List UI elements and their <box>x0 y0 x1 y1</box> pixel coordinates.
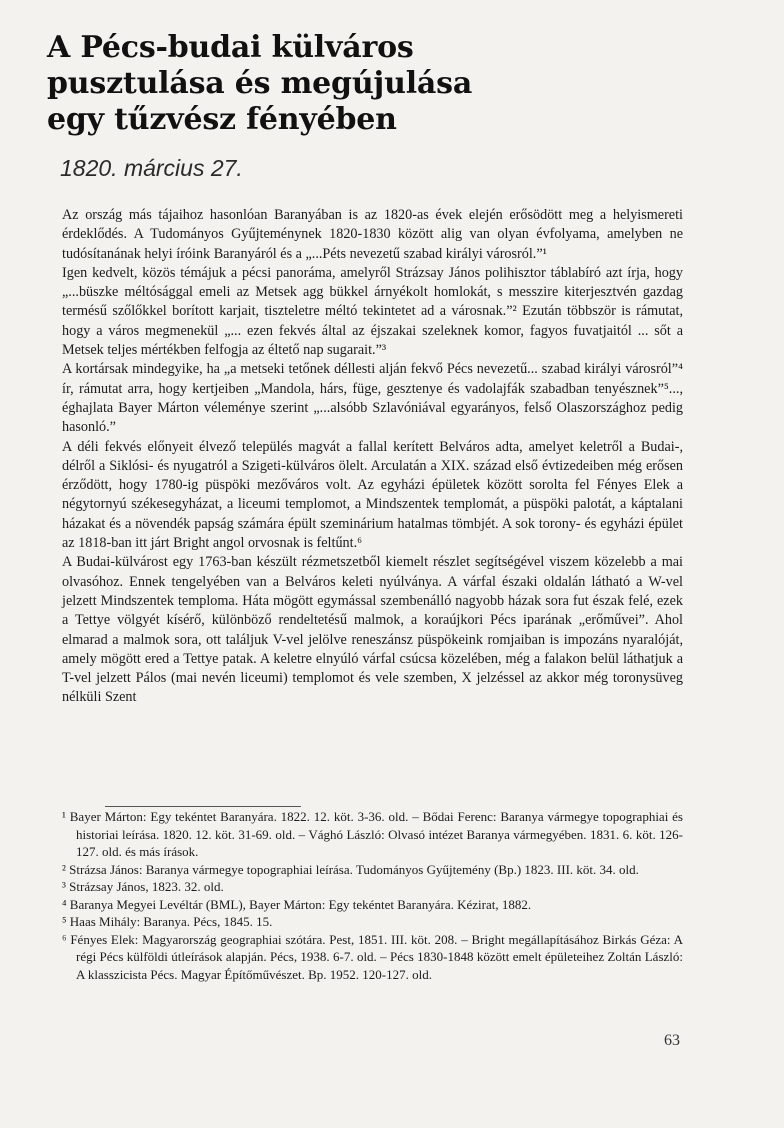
footnote: ⁴ Baranya Megyei Levéltár (BML), Bayer Márton: Egy tekéntet Baranyára. Kézirat, 1882. <box>62 896 532 912</box>
paragraph: Az ország más tájaihoz hasonlóan Baranyában is az 1820-as évek elején erősödött meg a helyismereti érdeklődés. A Tudományos Gyűjteménynek 1820-1830 között alig van olyan évfolyama, amelyben ne tudósítanának helyi íróink Baranyáról és a „...Péts nevezetű szabad királyi városról.”¹ <box>62 207 683 262</box>
footnote-divider <box>105 806 301 807</box>
paragraph: A Budai-külvárost egy 1763-ban készült rézmetszetből kiemelt részlet segítségével viszem közelebb a mai olvasóhoz. Ennek tengelyében van a Belváros keleti nyúlványa. A várfal északi oldalán látható a W-vel jelzett Mindszentek temploma. Háta mögött egymással szembenálló nagyobb házak sora fut észak felé, ezek a Tettye völgyét kísérő, különböző rendeltetésű malmok, a koraújkori Pécs iparának „erőművei”. Ahol elmarad a malmok sora, ott találjuk V-vel jelölve reneszánsz püspökeink romjaiban is impozáns nyaralóját, amely mögött ered a Tettye patak. A keletre elnyúló várfal csúcsa közelében, még a falakon belül láthatjuk a T-vel jelzett Pálos (mai nevén liceumi) templomot és vele szemben, X jelzéssel az akkor még toronysüveg nélküli Szent <box>62 554 683 706</box>
body-text <box>62 206 683 708</box>
footnote: ⁶ Fényes Elek: Magyarország geographiai szótára. Pest, 1851. III. köt. 208. – Bright megállapításához Birkás Géza: A régi Pécs külföldi útleírások alapján. Pécs, 1938. 6-7. old. – Pécs 1830-1848 között emelt épületeihez Zoltán László: A klasszicista Pécs. Magyar Építőművészet. Bp. 1952. 120-127. old. <box>62 931 683 982</box>
paragraph: A kortársak mindegyike, ha „a metseki tetőnek déllesti alján fekvő Pécs nevezetű... szabad királyi városról”⁴ ír, rámutat arra, hogy kertjeiben „Mandola, hárs, füge, gesztenye és vadolajfák szabadban tenyésznek”⁵..., éghajlata Bayer Márton véleménye szerint „...alsóbb Szlavóniával egyarányos, felső Olaszországhoz pedig hasonló.” <box>62 361 683 436</box>
footnote: ² Strázsa János: Baranya vármegye topographiai leírása. Tudományos Gyűjtemény (Bp.) 1823. III. köt. 34. old. <box>62 861 639 877</box>
chapter-title: A Pécs-budai külváros pusztulása és megújulása egy tűzvész fényében <box>47 30 473 137</box>
footnote: ³ Strázsay János, 1823. 32. old. <box>62 879 224 894</box>
paragraph: Igen kedvelt, közös témájuk a pécsi panoráma, amelyről Strázsay János polihisztor táblabíró azt írja, hogy „...büszke méltósággal emeli az Metsek agg bükkel árnyékolt homlokát, s messzire kiterjesztvén gazdag termésű szőlőkkel borított karjait, tiszteletre méltó tekintetet ad a városnak.”² Ezután többször is rámutat, hogy a város megmenekül „... ezen fekvés által az éjszakai szeleknek komor, fagyos fuvatjaitól ... sőt a Metsek teljes mértékben felfogja az éltető nap sugarait.”³ <box>62 264 683 359</box>
footnote: ¹ Bayer Márton: Egy tekéntet Baranyára. 1822. 12. köt. 3-36. old. – Bődai Ferenc: Baranya vármegye topographiai és historiai leírása. 1820. 12. köt. 31-69. old. – Vághó László: Olvasó intézet Baranya vármegyében. 1831. 6. köt. 126-127. old. és más írások. <box>62 809 683 859</box>
footnote: ⁵ Haas Mihály: Baranya. Pécs, 1845. 15. <box>62 914 273 929</box>
page-number: 63 <box>664 1032 680 1049</box>
footnotes <box>62 808 683 983</box>
chapter-date: 1820. március 27. <box>60 155 243 181</box>
paragraph: A déli fekvés előnyeit élvező település magvát a fallal kerített Belváros adta, amelyet keletről a Budai-, délről a Siklósi- és nyugatról a Szigeti-külváros ölelt. Arculatán a XIX. század első évtizedeiben még erősen érződött, hogy 1780-ig püspöki mezőváros volt. Az egyházi épületek között sorolta fel Fényes Elek a négytornyú székesegyházat, a liceumi templomot, a Mindszentek templomát, a püspöki palotát, a káptalani házakat és a növendék papság számára épült szeminárium hatalmas tömbjét. A sok torony- és egyházi épület az 1818-ban itt járt Bright angol orvosnak is feltűnt.⁶ <box>62 438 683 552</box>
